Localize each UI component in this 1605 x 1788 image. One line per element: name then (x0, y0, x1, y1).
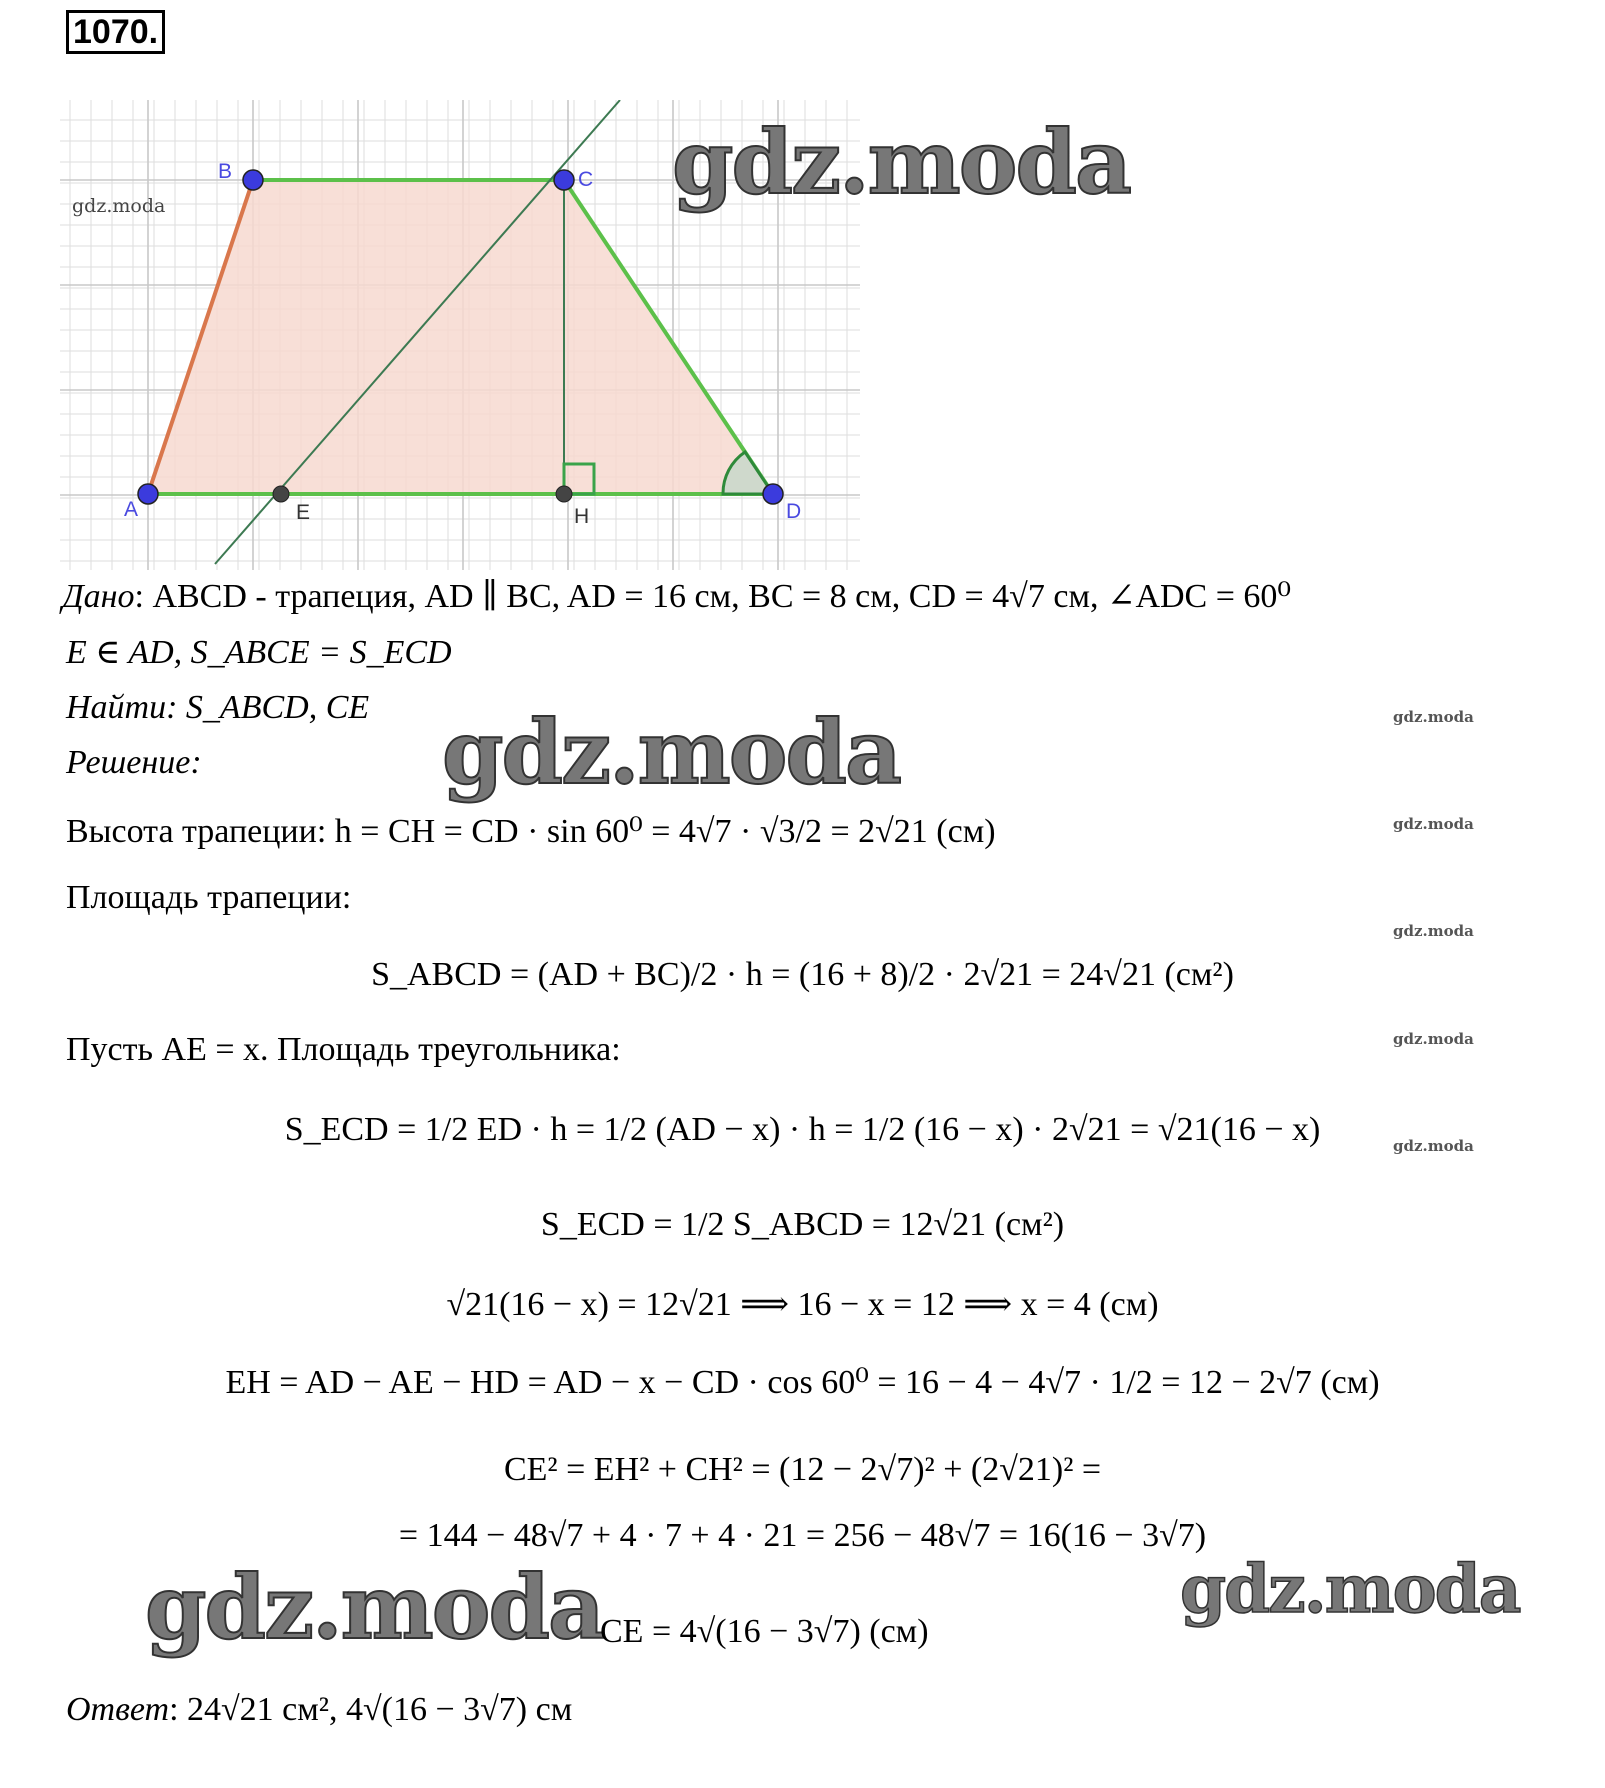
label-c: C (578, 168, 594, 191)
find-line: Найти: S_ABCD, CE (66, 689, 370, 726)
solve-x-equation: √21(16 − x) = 12√21 ⟹ 16 − x = 12 ⟹ x = 4 (см) (446, 1286, 1159, 1323)
ce-squared-equation: CE² = EH² + CH² = (12 − 2√7)² + (2√21)² = (503, 1451, 1102, 1488)
point-e (273, 486, 289, 502)
point-d (763, 484, 783, 504)
label-e: E (296, 501, 311, 524)
watermark-bottom-right: gdz.moda (1180, 1550, 1520, 1628)
figure-watermark: gdz.moda (72, 195, 166, 217)
eh-equation: EH = AD − AE − HD = AD − x − CD · cos 60⁰ = 16 − 4 − 4√7 · 1/2 = 12 − 2√7 (см) (225, 1364, 1380, 1401)
label-a: A (124, 498, 139, 521)
triangle-area-equation: S_ECD = 1/2 ED · h = 1/2 (AD − x) · h = 1/2 (16 − x) · 2√21 = √21(16 − x) (284, 1111, 1321, 1148)
given-line-1: Дано: ABCD - трапеция, AD ∥ BC, AD = 16 см, BC = 8 см, CD = 4√7 см, ∠ADC = 60⁰ (62, 578, 1292, 615)
watermark-middle: gdz.moda (442, 700, 901, 804)
area-equation: S_ABCD = (AD + BC)/2 · h = (16 + 8)/2 · 2√21 = 24√21 (см²) (371, 956, 1234, 993)
point-b (243, 170, 263, 190)
point-c (554, 170, 574, 190)
label-d: D (786, 500, 802, 523)
ce-result: CE = 4√(16 − 3√7) (см) (600, 1613, 929, 1650)
solution-heading: Решение: (66, 744, 202, 781)
watermark-small-3: gdz.moda (1393, 922, 1474, 940)
let-line: Пусть AE = x. Площадь треугольника: (66, 1031, 621, 1068)
point-a (138, 484, 158, 504)
answer-line: Ответ: 24√21 см², 4√(16 − 3√7) см (66, 1691, 573, 1728)
height-equation: Высота трапеции: h = CH = CD · sin 60⁰ = 4√7 · √3/2 = 2√21 (см) (66, 813, 996, 850)
area-label: Площадь трапеции: (66, 879, 352, 916)
point-h (556, 486, 572, 502)
ce-squared-continuation: = 144 − 48√7 + 4 · 7 + 4 · 21 = 256 − 48√7 = 16(16 − 3√7) (398, 1517, 1207, 1554)
watermark-bottom-left: gdz.moda (145, 1555, 604, 1659)
given-line-2: E ∈ AD, S_ABCE = S_ECD (66, 634, 452, 671)
label-b: B (218, 160, 233, 183)
watermark-small-4: gdz.moda (1393, 1030, 1474, 1048)
watermark-top: gdz.moda (672, 110, 1131, 214)
watermark-small-5: gdz.moda (1393, 1137, 1474, 1155)
problem-number: 1070. (66, 10, 165, 54)
label-h: H (574, 505, 590, 528)
watermark-small-1: gdz.moda (1393, 708, 1474, 726)
watermark-small-2: gdz.moda (1393, 815, 1474, 833)
triangle-half-area-equation: S_ECD = 1/2 S_ABCD = 12√21 (см²) (540, 1206, 1065, 1243)
